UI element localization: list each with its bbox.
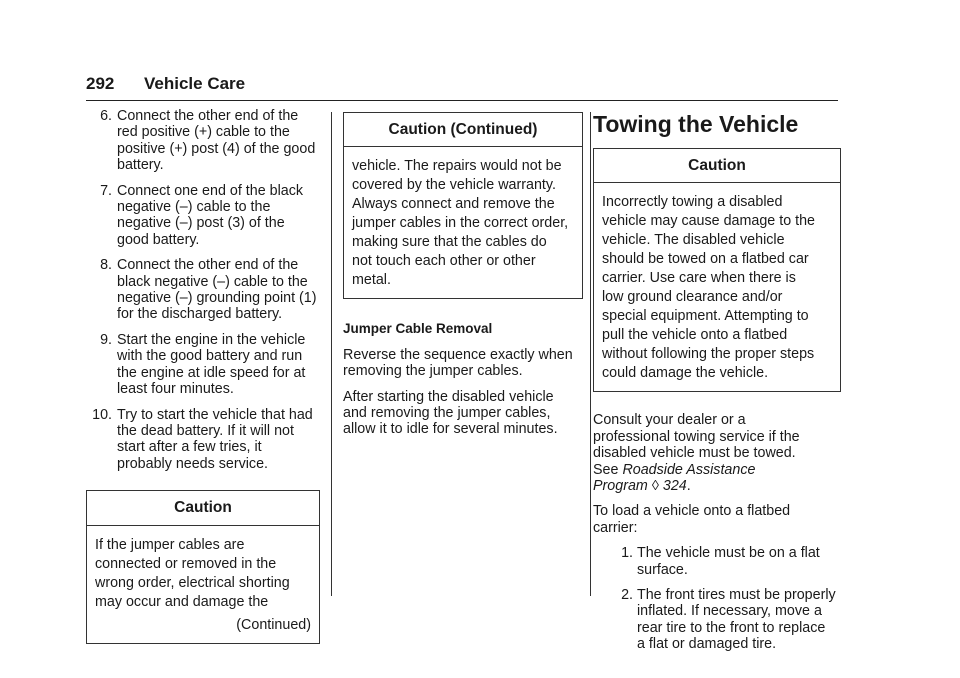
- page-number: 292: [86, 74, 115, 93]
- towing-steps: [593, 545, 841, 652]
- caution-title: Caution: [87, 491, 319, 525]
- jump-start-steps: [86, 108, 320, 472]
- paragraph: Consult your dealer or a professional towing service if the disabled vehicle must be towed. See Roadside Assistance Program ◊ 324.: [593, 412, 800, 495]
- caution-title: Caution (Continued): [344, 113, 582, 147]
- cross-reference-link[interactable]: Roadside Assistance: [622, 461, 756, 478]
- subheading: Jumper Cable Removal: [343, 321, 493, 337]
- caution-title: Caution: [594, 149, 840, 183]
- list-item: 10. Try to start the vehicle that had the dead battery. If it will not start after a few tries, it probably needs service.: [92, 406, 313, 472]
- list-item: 9. Start the engine in the vehicle with the good battery and run the engine at idle speed for at least four minutes.: [100, 331, 306, 398]
- list-item: 7. Connect one end of the black negative (–) cable to the negative (–) post (3) of the good battery.: [100, 182, 303, 248]
- column-3: [593, 108, 841, 662]
- list-item: 8. Connect the other end of the black negative (–) cable to the negative (–) grounding point (1) for the discharged battery.: [100, 257, 317, 323]
- column-1: [86, 108, 320, 644]
- continued-label: (Continued): [236, 616, 311, 633]
- page-ref-icon: ◊: [651, 478, 659, 495]
- paragraph: Reverse the sequence exactly when removing the jumper cables.: [343, 346, 573, 380]
- column-divider: [590, 112, 591, 596]
- section-title: Vehicle Care: [144, 74, 246, 93]
- paragraph: After starting the disabled vehicle and removing the jumper cables, allow it to idle for several minutes.: [343, 388, 558, 438]
- section-heading: Towing the Vehicle: [593, 111, 799, 137]
- list-item: 1. The vehicle must be on a flat surface.: [621, 545, 820, 578]
- column-2: [343, 108, 583, 438]
- page-header: [86, 70, 838, 101]
- caution-body: If the jumper cables are connected or removed in the wrong order, electrical shorting may occur and damage the (Continued): [95, 536, 311, 633]
- caution-box: [86, 490, 320, 643]
- caution-body: vehicle. The repairs would not be covered by the vehicle warranty. Always connect and remove the jumper cables in the correct order, making sure that the cables do not touch each other or other metal.: [352, 158, 569, 289]
- paragraph: To load a vehicle onto a flatbed carrier:: [593, 503, 791, 536]
- page-reference[interactable]: 324: [662, 478, 687, 495]
- caution-box: [593, 148, 841, 392]
- caution-body: Incorrectly towing a disabled vehicle may cause damage to the vehicle. The disabled vehicle should be towed on a flatbed car carrier. Use care when there is low ground clearance and/or special equipment. Attempting to pull the vehicle onto a flatbed without following the proper steps could damage the vehicle.: [602, 194, 815, 382]
- list-item: 2. The front tires must be properly inflated. If necessary, move a rear tire to the front to replace a flat or damaged tire.: [621, 587, 836, 653]
- cross-reference-link[interactable]: Program: [593, 478, 648, 495]
- caution-box-continued: [343, 112, 583, 299]
- column-divider: [331, 112, 332, 596]
- list-item: 6. Connect the other end of the red positive (+) cable to the positive (+) post (4) of the good battery.: [100, 108, 316, 174]
